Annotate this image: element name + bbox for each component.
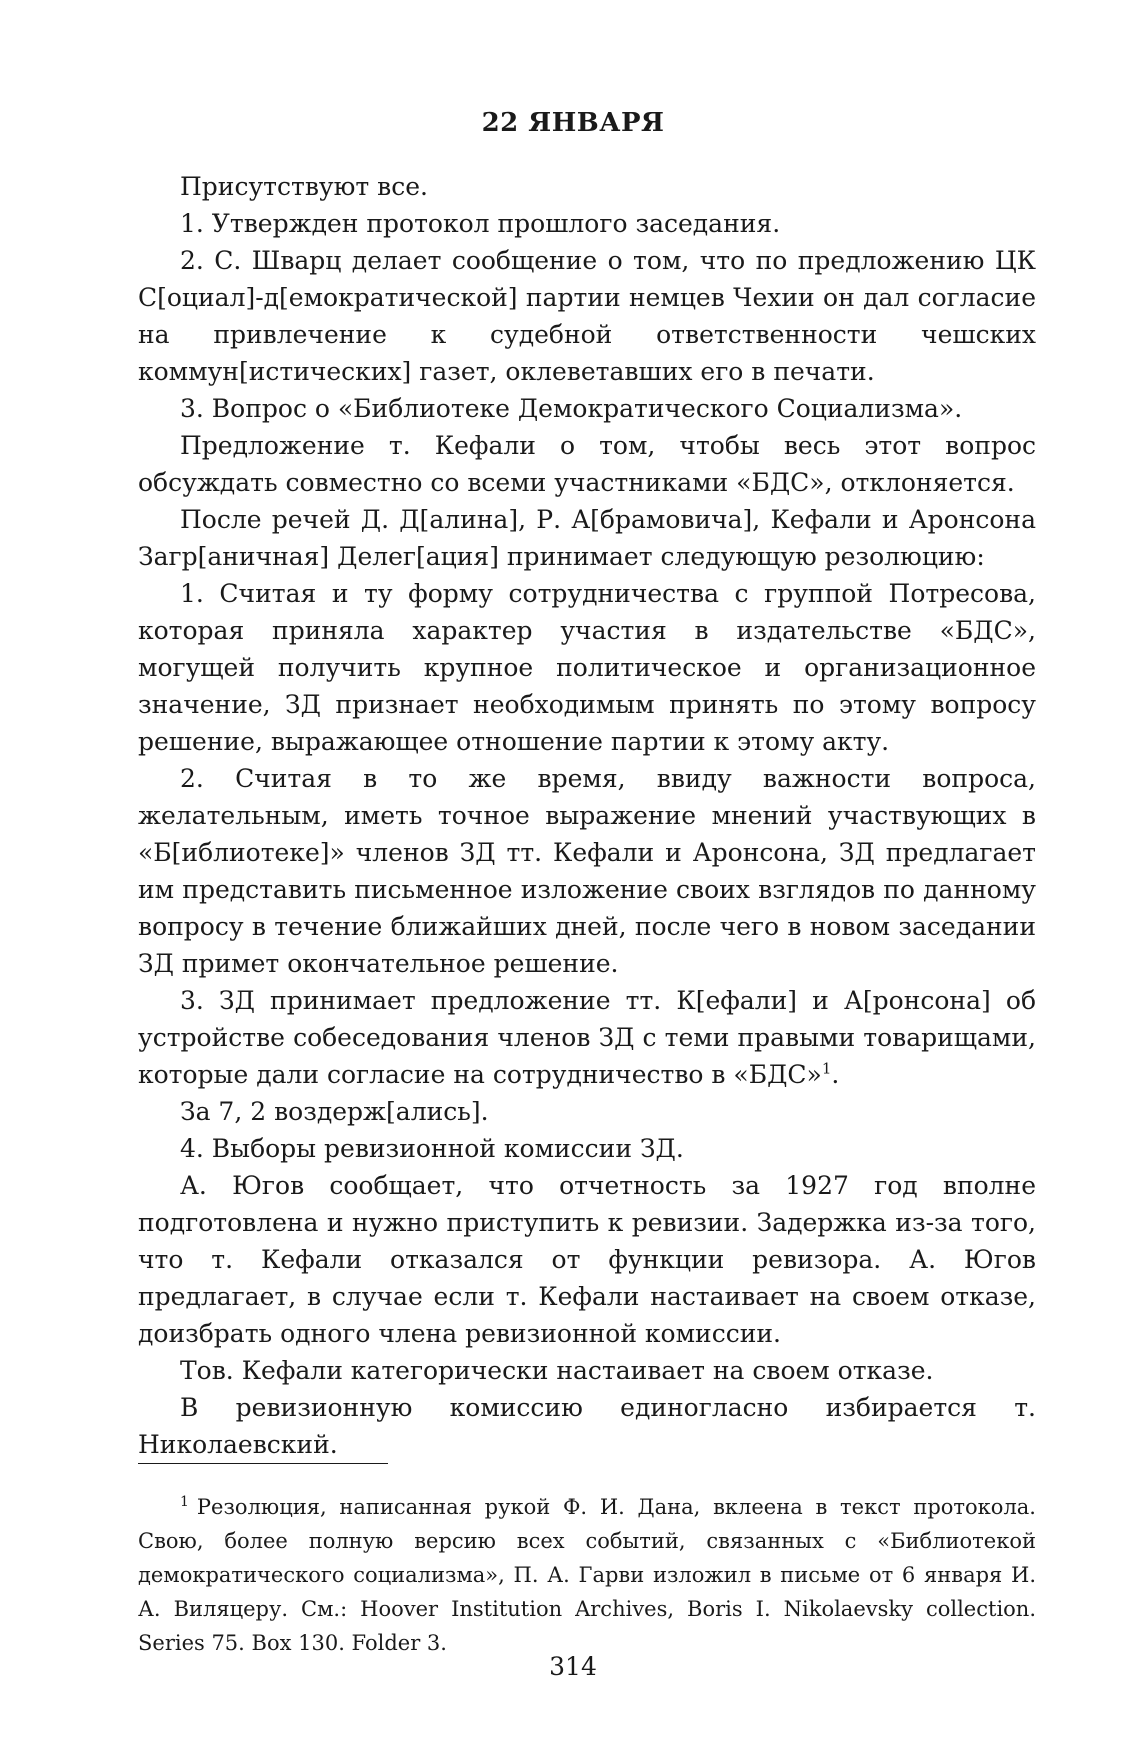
paragraph: После речей Д. Д[алина], Р. А[брамовича], Кефали и Аронсона Загр[аничная] Делег[ация] принимает следующую резолюцию: xyxy=(138,505,1036,571)
paragraph: Предложение т. Кефали о том, чтобы весь этот вопрос обсуждать совместно со всеми участниками «БДС», отклоняется. xyxy=(138,431,1036,497)
footnote-mark: 1 xyxy=(180,1494,189,1510)
paragraph: За 7, 2 воздерж[ались]. xyxy=(180,1097,489,1126)
footnote-reference[interactable]: 1 xyxy=(821,1059,832,1078)
paragraph: 1. Считая и ту форму сотрудничества с группой Потресова, которая приняла характер участия в издательстве «БДС», могущей получить крупное политическое и организационное значение, ЗД признает необходимым принять по этому вопросу решение, выражающее отношение партии к этому акту. xyxy=(138,579,1036,756)
paragraph: 2. Считая в то же время, ввиду важности вопроса, желательным, иметь точное выражение мнений участвующих в «Б[иблиотеке]» членов ЗД тт. Кефали и Аронсона, ЗД предлагает им представить письменное изложение своих взглядов по данному вопросу в течение ближайших дней, после чего в новом заседании ЗД примет окончательное решение. xyxy=(138,764,1036,978)
section-heading: 22 ЯНВАРЯ xyxy=(481,108,665,138)
paragraph: А. Югов сообщает, что отчетность за 1927 год вполне подготовлена и нужно приступить к ревизии. Задержка из-за того, что т. Кефали отказался от функции ревизора. А. Югов предлагает, в случае если т. Кефали настаивает на своем отказе, доизбрать одного члена ревизионной комиссии. xyxy=(138,1171,1036,1348)
paragraph: Присутствуют все. xyxy=(180,172,428,201)
paragraph: 3. Вопрос о «Библиотеке Демократического Социализма». xyxy=(180,394,963,423)
paragraph: В ревизионную комиссию единогласно избирается т. Николаевский. xyxy=(138,1393,1036,1459)
paragraph: Тов. Кефали категорически настаивает на своем отказе. xyxy=(180,1356,934,1385)
paragraph-resolution-3 xyxy=(138,982,1036,1093)
resolution-3-end: . xyxy=(831,1060,840,1089)
footnote-divider xyxy=(138,1463,388,1464)
paragraph: 4. Выборы ревизионной комиссии ЗД. xyxy=(180,1134,684,1163)
resolution-3-text: 3. ЗД принимает предложение тт. К[ефали] и А[ронсона] об устройстве собеседования членов ЗД с теми правыми товарищами, которые дали согласие на сотрудничество в «БДС» xyxy=(138,986,1036,1089)
paragraph: 1. Утвержден протокол прошлого заседания. xyxy=(180,209,781,238)
footnote-text: Резолюция, написанная рукой Ф. И. Дана, вклеена в текст протокола. Свою, более полную версию всех событий, связанных с «Библиотекой демократического социализма», П. А. Гарви изложил в письме от 6 января И. А. Виляцеру. См.: Hoover Institution Archives, Boris I. Nikolaevsky collection. Series 75. Box 130. Folder 3. xyxy=(138,1495,1036,1655)
body-text xyxy=(138,168,1036,1463)
paragraph: 2. С. Шварц делает сообщение о том, что по предложению ЦК С[оциал]-д[емократической] партии немцев Чехии он дал согласие на привлечение к судебной ответственности чешских коммун[истических] газет, оклеветавших его в печати. xyxy=(138,246,1036,386)
footnote xyxy=(138,1490,1036,1660)
page-number: 314 xyxy=(549,1652,597,1681)
